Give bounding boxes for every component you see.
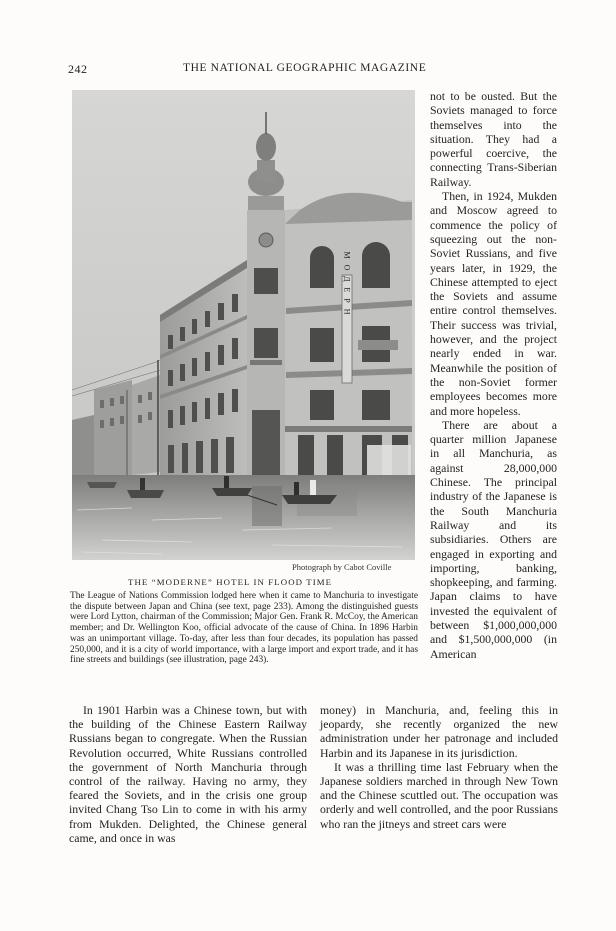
magazine-title: THE NATIONAL GEOGRAPHIC MAGAZINE [183,62,427,74]
photo-illustration [72,90,415,560]
hotel-sign-text: МОДЕРН [342,251,352,321]
hotel-flood-photograph [72,90,415,560]
caption-text: The League of Nations Commission lodged here when it came to Manchuria to investigate the dispute between Japan and China (see text, page 233). Among the distinguished guests were Lord Lytton, chairman of the Commission; Major Gen. Frank R. McCoy, the American member; and Dr. Wellington Koo, official advocate of the cause of China. In 1896 Harbin was an unimportant village. To-day, after less than four decades, its population has passed 250,000, and it is a city of world importance, with a large import and export trade, and it has fine streets and buildings (see illustration, page 243). [70,591,418,666]
bottom-right-column [320,703,558,831]
right-paragraph-3: There are about a quarter million Japanese in all Manchuria, as against 28,000,000 Chinese. The principal industry of the Japanese is the South Manchuria Railway and its subsidiaries. Others are engaged in exporting and importing, banking, shopkeeping, and farming. Japan claims to have invested the equivalent of between $1,000,000,000 and $1,500,000,000 (in American [430,417,557,661]
bottom-left-paragraph-1: In 1901 Harbin was a Chinese town, but with the building of the Chinese Eastern Railway Russians began to congregate. When the Russian Revolution occurred, White Russians controlled the government of North Manchuria through control of the railway. Having no army, they feared the Soviets, and in the crisis one group invited Chang Tso Lin to come in with his army from Mukden. Delighted, the Chinese general came, and once in was [69,703,307,845]
running-header [68,62,443,78]
page-number: 242 [68,62,88,76]
bottom-right-paragraph-1: money) in Manchuria, and, feeling this in jeopardy, she recently organized the new administration under her patronage and included Harbin and its Japanese in its jurisdiction. [320,703,558,760]
bottom-right-paragraph-2: It was a thrilling time last February when the Japanese soldiers marched in through New Town and the Chinese scuttled out. The occupation was orderly and well controlled, and the poor Russians who ran the jitneys and street cars were [320,759,558,831]
right-paragraph-1: not to be ousted. But the Soviets managed to force themselves into the situation. They had a powerful coercive, the connecting Trans-Siberian Railway. [430,89,557,189]
photo-credit: Photograph by Cabot Coville [292,562,392,572]
bottom-left-column [69,703,307,845]
right-column [430,89,557,661]
right-paragraph-2: Then, in 1924, Mukden and Moscow agreed to commence the policy of squeezing out the non-Soviet Russians, and five years later, in 1929, the Chinese attempted to eject the Soviets and assume entire control themselves. Their success was trivial, however, and the project nearly ended in war. Meanwhile the position of the non-Soviet former employees becomes more and more hopeless. [430,189,557,418]
caption-title: THE “MODERNE” HOTEL IN FLOOD TIME [128,577,333,587]
